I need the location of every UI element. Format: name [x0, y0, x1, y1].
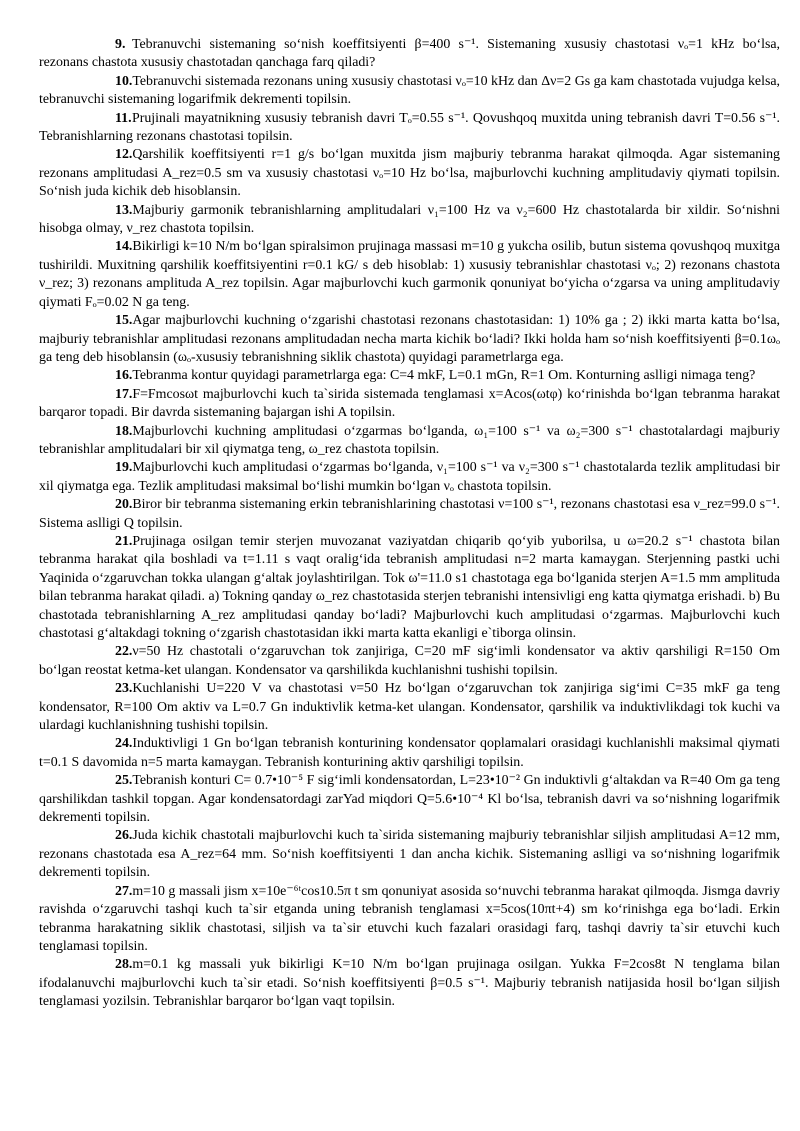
- problem-text: Kuchlanishi U=220 V va chastotasi ν=50 Hz bo‘lgan o‘zgaruvchan tok zanjiriga sig‘imi C=35 mkF ga teng kondensator, R=100 Om aktiv va L=0.7 Gn induktivlik ketma-ket ulangan. Kondensator, qarshilik va induktivlikdagi tok kuchi va ulardagi kuchlanishning tushishi topilsin.: [39, 681, 780, 734]
- problem-text: Qarshilik koeffitsiyenti r=1 g/s bo‘lgan muxitda jism majburiy tebranma harakat qilmoqda. Agar sistemaning rezonans amplitudasi A_rez=0.5 sm va xususiy chastotasi νₒ=10 Hz bo‘lsa, majburlovchi kuchning amplitudaviy qiymati topilsin. So‘nish juda kichik deb hisoblansin.: [39, 147, 780, 200]
- problem-text: Prujinaga osilgan temir sterjen muvozanat vaziyatdan chiqarib qo‘yib yuborilsa, u ω=20.2 s⁻¹ chastota bilan tebranma harakat qila boshladi va t=1.11 s vaqt oralig‘ida tebranish amplitudasi n=2 marta kamaygan. Sterjenning pastki uchi Yaqinida o‘zgaruvchan tokka ulangan g‘altak joylashtirilgan. Tok ω'=11.0 s1 chastotaga ega bo‘lganida sterjen A=1.5 mm amplituda bilan tebranma harakat qiladi. a) Tokning qanday ω_rez chastotasida sterjen tebranishi intensivligi eng katta qiymatga erishadi. b) Bu chastotada tebranishlarning A_rez amplitudasi qanday bo‘ladi? Majburlovchi kuch amplitudasi o‘zgarmas. Majburlovchi kuch chastotasi g‘altakdagi tokning o‘zgarish chastotasidan ikki marta katta ekanligi e`tiborga olinsin.: [39, 533, 780, 641]
- problem-text: Tebranma kontur quyidagi parametrlarga ega: C=4 mkF, L=0.1 mGn, R=1 Om. Konturning aslligi nimaga teng?: [132, 368, 756, 384]
- problem-number: 17.: [115, 386, 133, 402]
- problem-number: 16.: [115, 368, 133, 384]
- problem-22: [39, 643, 780, 680]
- problem-text: Induktivligi 1 Gn bo‘lgan tebranish konturining kondensator qoplamalari orasidagi kuchlanishli maksimal qiymati t=0.1 S davomida n=5 marta kamaygan. Tebranish konturining aktiv qarshiligi topilsin.: [39, 736, 780, 770]
- problem-number: 25.: [115, 773, 133, 789]
- problem-11: [39, 110, 780, 147]
- problem-number: 11.: [115, 110, 132, 126]
- problem-28: [39, 956, 780, 1011]
- problem-24: [39, 735, 780, 772]
- problem-number: 21.: [115, 533, 133, 549]
- problem-number: 20.: [115, 497, 133, 513]
- problem-text: ν=50 Hz chastotali o‘zgaruvchan tok zanjiriga, C=20 mF sig‘imli kondensator va aktiv qarshiligi R=150 Om bo‘lgan reostat ketma-ket ulangan. Kondensator va qarshilikda kuchlanishni tushishi topilsin.: [39, 644, 780, 678]
- problem-number: 23.: [115, 681, 133, 697]
- problem-text: Juda kichik chastotali majburlovchi kuch ta`sirida sistemaning majburiy tebranishlar siljish amplitudasi A=12 mm, rezonans chastotada esa A_rez=64 mm. So‘nish koeffitsiyenti 1 dan ancha kichik. Sistemaning aslligi va so‘nishning logarifmik dekrementi topilsin.: [39, 828, 780, 881]
- problem-25: [39, 772, 780, 827]
- problem-23: [39, 680, 780, 735]
- problem-number: 24.: [115, 736, 133, 752]
- problem-text: m=10 g massali jism x=10e⁻⁶ᵗcos10.5π t sm qonuniyat asosida so‘nuvchi tebranma harakat qilmoqda. Jismga davriy ravishda o‘zgaruvchi tashqi kuch ta`sir etganda uning tebranish tenglamasi x=5cos(10πt+4) sm ko‘rinishga ega bo‘ladi. Erkin tebranma harakatning siklik chastotasi, siljish va ta`sir etuvchi kuch fazalari orasidagi farq, tashqi davriy ta`sir etuvchi kuch tenglamasi topilsin.: [39, 883, 780, 954]
- problem-10: [39, 73, 780, 110]
- problem-number: 26.: [115, 828, 133, 844]
- problem-text: Agar majburlovchi kuchning o‘zgarishi chastotasi rezonans chastotasidan: 1) 10% ga ; 2) ikki marta katta bo‘lsa, majburiy tebranishlar amplitudasi rezonans amplitudadan necha marta kichik bo‘ladi? Ikki holda ham so‘nish koeffitsiyenti β=0.1ωₒ ga teng deb hisoblansin (ωₒ-xususiy tebranishning siklik chastota) quyidagi parametrlarga ega.: [39, 313, 780, 365]
- problem-number: 10.: [115, 73, 133, 89]
- problem-number: 14.: [115, 239, 133, 255]
- problem-text: m=0.1 kg massali yuk bikirligi K=10 N/m bo‘lgan prujinaga osilgan. Yukka F=2cos8t N tenglama bilan ifodalanuvchi majburlovchi kuch ta`sir etadi. So‘nish koeffitsiyenti β=0.5 s⁻¹. Majburiy tebranish natijasida hosil bo‘lgan siljish tenglamasi yozilsin. Tebranishlar barqaror bo‘lgan vaqt topilsin.: [39, 957, 780, 1010]
- problem-text: Tebranuvchi sistemada rezonans uning xususiy chastotasi νₒ=10 kHz dan Δν=2 Gs ga kam chastotada vujudga kelsa, tebranuvchi sistemaning logarifmik dekrementi topilsin.: [39, 73, 780, 108]
- problem-text: Majburiy garmonik tebranishlarning amplitudalari ν₁=100 Hz va ν₂=600 Hz chastotalarda bir xildir. So‘nishni hisobga olmay, ν_rez chastota topilsin.: [39, 202, 780, 237]
- problem-text: Tebranish konturi C= 0.7•10⁻⁵ F sig‘imli kondensatordan, L=23•10⁻² Gn induktivli g‘altakdan va R=40 Om ga teng qarshilikdan tashkil topgan. Agar kondensatordagi zarYad miqdori Q=5.6•10⁻⁴ Kl bo‘lsa, tebranish davri va so‘nishning logarifmik dekrementi topilsin.: [39, 773, 780, 826]
- problem-text: Majburlovchi kuchning amplitudasi o‘zgarmas bo‘lganda, ω₁=100 s⁻¹ va ω₂=300 s⁻¹ chastotalardagi majburiy tebranishlar amplitudalari bir xil qiymatga teng, ω_rez chastota topilsin.: [39, 423, 780, 457]
- problem-number: 28.: [115, 957, 133, 973]
- problem-number: 19.: [115, 460, 133, 476]
- problem-number: 12.: [115, 147, 133, 163]
- problem-17: [39, 386, 780, 423]
- problem-12: [39, 146, 780, 201]
- problem-text: Biror bir tebranma sistemaning erkin tebranishlarining chastotasi ν=100 s⁻¹, rezonans chastotasi esa ν_rez=99.0 s⁻¹. Sistema aslligi Q topilsin.: [39, 497, 780, 531]
- problem-text: Bikirligi k=10 N/m bo‘lgan spiralsimon prujinaga massasi m=10 g yukcha osilib, butun sistema qovushqoq muxitga tushirildi. Muxitning qarshilik koeffitsiyentini r=0.1 kG/ s deb hisoblab: 1) xususiy tebranishlar chastotasi νₒ; 2) rezonans chastota ν_rez; 3) rezonans amplituda A_rez topilsin. Agar majburlovchi kuch garmonik qonuniyat bo‘yicha o‘zgarsa va uning amplitudaviy qiymati Fₒ=0.02 N ga teng.: [39, 239, 780, 310]
- problem-18: [39, 423, 780, 460]
- problem-text: Tebranuvchi sistemaning so‘nish koeffitsiyenti β=400 s⁻¹. Sistemaning xususiy chastotasi νₒ=1 kHz bo‘lsa, rezonans chastota xususiy chastotadan qanchaga farq qiladi?: [39, 37, 780, 71]
- problem-text: Prujinali mayatnikning xususiy tebranish davri Tₒ=0.55 s⁻¹. Qovushqoq muxitda uning tebranish davri T=0.56 s⁻¹. Tebranishlarning rezonans chastotasi topilsin.: [39, 110, 780, 145]
- problem-16: [39, 367, 780, 385]
- problem-27: [39, 883, 780, 957]
- problem-number: 22.: [115, 644, 133, 660]
- problem-13: [39, 202, 780, 239]
- problem-26: [39, 827, 780, 882]
- problem-19: [39, 459, 780, 496]
- problem-text: Majburlovchi kuch amplitudasi o‘zgarmas bo‘lganda, ν₁=100 s⁻¹ va ν₂=300 s⁻¹ chastotalarda tezlik amplitudasi bir xil qiymatga ega. Tezlik amplitudasi maksimal bo‘lishi mumkin bo‘lgan νₒ chastota topilsin.: [39, 460, 780, 494]
- problem-15: [39, 312, 780, 367]
- problem-number: 15.: [115, 313, 133, 329]
- problem-number: 18.: [115, 423, 133, 439]
- problem-14: [39, 238, 780, 312]
- problem-number: 27.: [115, 883, 133, 899]
- problem-text: F=Fmcosωt majburlovchi kuch ta`sirida sistemada tenglamasi x=Acos(ωtφ) ko‘rinishda bo‘lgan tebranma harakat barqaror topadi. Bir davrda sistemaning bajargan ishi A topilsin.: [39, 386, 780, 421]
- problem-21: [39, 533, 780, 643]
- problem-number: 9.: [115, 37, 126, 52]
- problem-20: [39, 496, 780, 533]
- problem-number: 13.: [115, 202, 133, 218]
- problem-9: [39, 36, 780, 73]
